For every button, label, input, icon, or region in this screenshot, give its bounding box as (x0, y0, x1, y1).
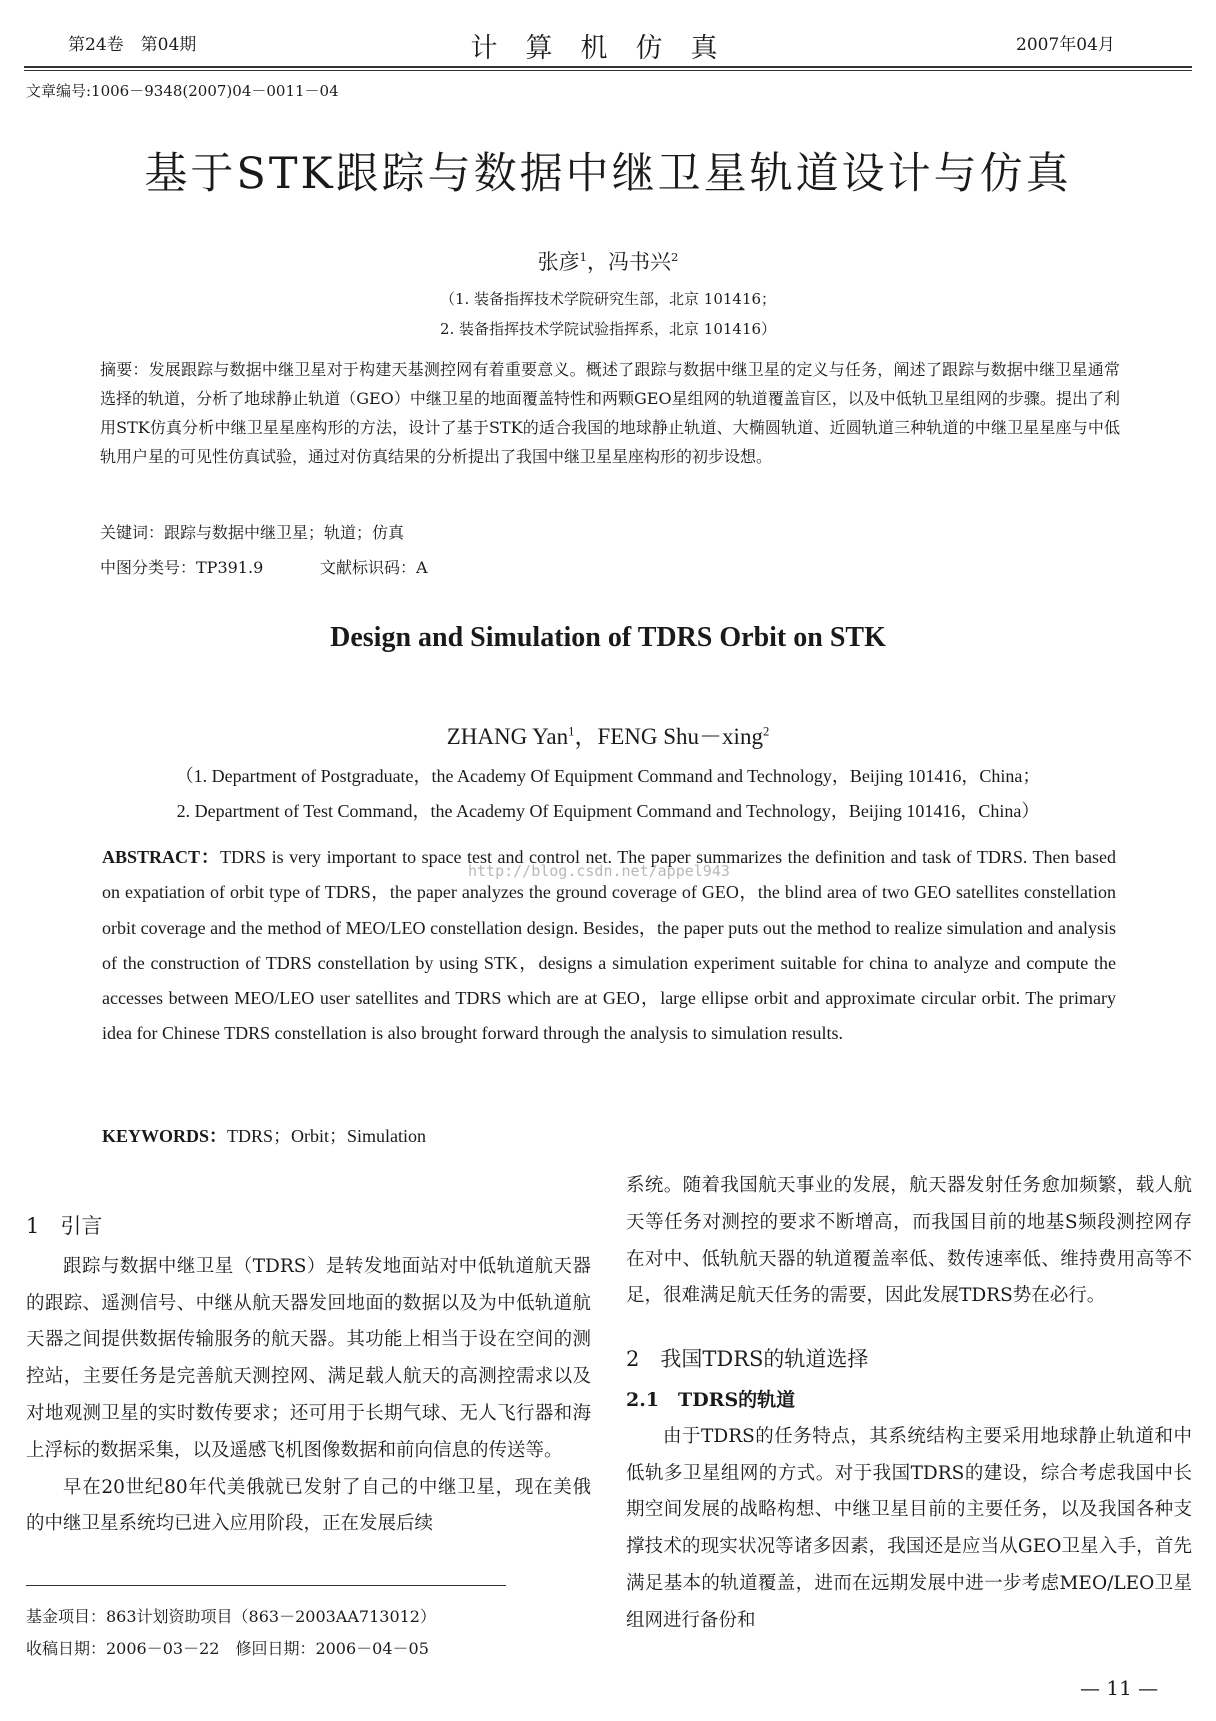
abstract-en-text: TDRS is very important to space test and control net. The paper summarizes the definition and task of TDRS. Then based on expatiation of orbit type of TDRS，the paper analyzes the ground coverage of GEO，the blind area of two GEO satellites constellation orbit coverage and the method of MEO/LEO constellation design. Besides，the paper puts out the method to realize simulation and analysis of the construction of TDRS constellation by using STK，designs a simulation experiment suitable for china to analyze and compute the accesses between MEO/LEO user satellites and TDRS which are at GEO，large ellipse orbit and approximate circular orbit. The primary idea for Chinese TDRS constellation is also brought forward through the analysis to simulation results. (102, 847, 1117, 1044)
author-2-en-sup: 2 (762, 724, 770, 739)
fund-note: 基金项目：863计划资助项目（863－2003AA713012） (26, 1607, 436, 1626)
authors-zh (0, 246, 1216, 276)
author-2-zh: 冯书兴 (608, 250, 671, 274)
author-en-separator: ， (574, 724, 598, 749)
footnote-rule (26, 1585, 506, 1586)
body-left-column (26, 1208, 591, 1543)
keywords-en-label: KEYWORDS： (102, 1126, 228, 1146)
body-right-para-2: 由于TDRS的任务特点，其系统结构主要采用地球静止轨道和中低轨多卫星组网的方式。对于我国TDRS的建设，综合考虑我国中长期空间发展的战略构想、中继卫星目前的主要任务，以及我国各种支撑技术的现实状况等诸多因素，我国还是应当从GEO卫星入手，首先满足基本的轨道覆盖，进而在远期发展中进一步考虑MEO/LEO卫星组网进行备份和 (626, 1425, 1192, 1631)
received-dates: 收稿日期：2006－03－22 修回日期：2006－04－05 (26, 1639, 429, 1658)
abstract-zh: 摘要：发展跟踪与数据中继卫星对于构建天基测控网有着重要意义。概述了跟踪与数据中继卫星的定义与任务，阐述了跟踪与数据中继卫星通常选择的轨道，分析了地球静止轨道（GEO）中继卫星的地面覆盖特性和两颗GEO星组网的轨道覆盖盲区，以及中低轨卫星组网的步骤。提出了利用STK仿真分析中继卫星星座构形的方法，设计了基于STK的适合我国的地球静止轨道、大椭圆轨道、近圆轨道三种轨道的中继卫星星座与中低轨用户星的可见性仿真试验，通过对仿真结果的分析提出了我国中继卫星星座构形的初步设想。 (100, 360, 1120, 466)
author-1-en: ZHANG Yan (446, 724, 569, 749)
author-separator: ， (587, 250, 608, 274)
author-1-sup: 1 (579, 250, 587, 264)
body-right-column (626, 1168, 1192, 1640)
header-date: 2007年04月 (1016, 35, 1115, 55)
abstract-en-label: ABSTRACT： (102, 847, 221, 867)
body-left-para-2: 早在20世纪80年代美俄就已发射了自己的中继卫星，现在美俄的中继卫星系统均已进入应用阶段，正在发展后续 (26, 1476, 591, 1535)
header-journal: 计算机仿真 (470, 33, 746, 64)
document-code: 文献标识码：A (320, 558, 428, 577)
keywords-zh: 关键词：跟踪与数据中继卫星；轨道；仿真 (100, 523, 405, 542)
title-zh: 基于STK跟踪与数据中继卫星轨道设计与仿真 (144, 149, 1072, 199)
header-volume: 第24卷 第04期 (68, 35, 197, 55)
affiliation-en-1: （1. Department of Postgraduate，the Academy Of Equipment Command and Technology，Beijing 101416，China； (175, 766, 1041, 786)
author-2-en: FENG Shu－xing (597, 724, 763, 749)
page-number: — 11 — (1080, 1676, 1159, 1700)
watermark-url: http://blog.csdn.net/appel943 (468, 862, 730, 880)
author-1-en-sup: 1 (568, 724, 575, 739)
subsection-2-1-heading: 2.1 TDRS的轨道 (626, 1388, 796, 1411)
section-1-heading: 1 引言 (26, 1214, 103, 1238)
clc-number: 中图分类号：TP391.9 (100, 558, 264, 577)
body-left-para-1: 跟踪与数据中继卫星（TDRS）是转发地面站对中低轨道航天器的跟踪、遥测信号、中继从航天器发回地面的数据以及为中低轨道航天器之间提供数据传输服务的航天器。其功能上相当于设在空间的测控站，主要任务是完善航天测控网、满足载人航天的高测控需求以及对地观测卫星的实时数传要求；还可用于长期气球、无人飞行器和海上浮标的数据采集，以及遥感飞机图像数据和前向信息的传送等。 (26, 1255, 591, 1461)
author-2-sup: 2 (671, 250, 679, 264)
section-2-heading: 2 我国TDRS的轨道选择 (626, 1347, 869, 1372)
title-en: Design and Simulation of TDRS Orbit on STK (330, 622, 886, 653)
affiliation-zh-2: 2. 装备指挥技术学院试验指挥系，北京 101416） (439, 320, 777, 338)
body-right-para-1: 系统。随着我国航天事业的发展，航天器发射任务愈加频繁，载人航天等任务对测控的要求不断增高，而我国目前的地基S频段测控网存在对中、低轨航天器的轨道覆盖率低、数传速率低、维持费用高等不足，很难满足航天任务的需要，因此发展TDRS势在必行。 (626, 1175, 1192, 1307)
keywords-en (102, 1122, 426, 1148)
affiliation-zh-1: （1. 装备指挥技术学院研究生部，北京 101416； (439, 290, 777, 308)
keywords-en-text: TDRS；Orbit；Simulation (227, 1126, 427, 1146)
article-number: 文章编号:1006－9348(2007)04－0011－04 (26, 82, 339, 100)
authors-en (0, 718, 1216, 751)
affiliation-en-2: 2. Department of Test Command，the Academy Of Equipment Command and Technology，Beijing 101416，China） (176, 801, 1040, 821)
header-rule (24, 66, 1192, 71)
author-1-zh: 张彦 (537, 250, 580, 274)
